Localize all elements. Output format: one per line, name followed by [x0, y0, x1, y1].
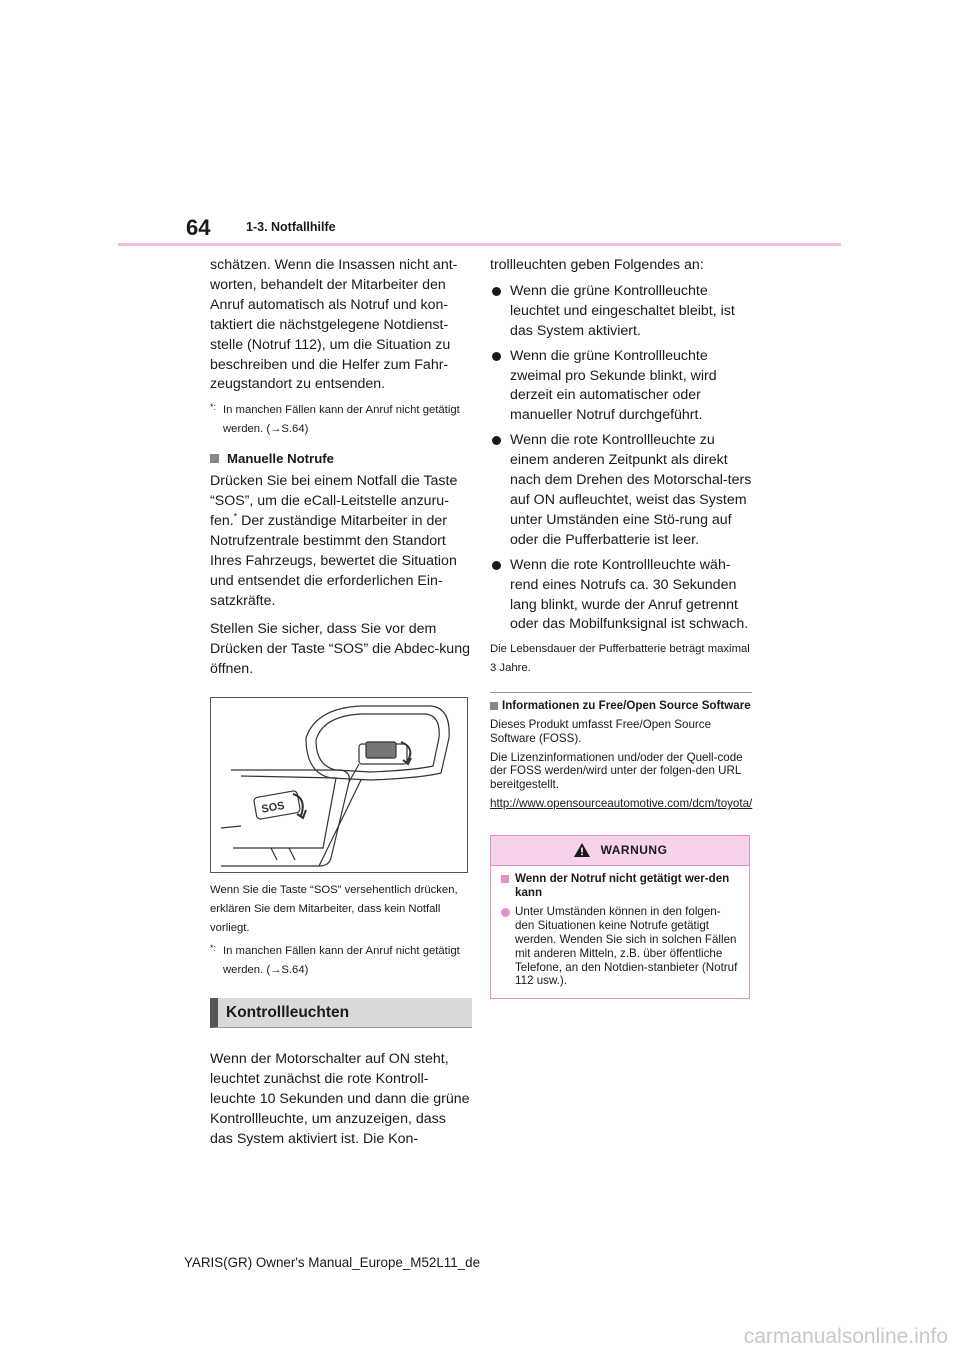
circle-bullet-icon — [501, 908, 510, 917]
square-bullet-icon — [501, 875, 509, 883]
paragraph-indicators: Wenn der Motorschalter auf ON steht, leuchtet zunächst die rote Kontroll-leuchte 10 Sekunden und dann die grüne Kontrollleuchte, um anzuzeigen, dass das System aktiviert ist. Die Kon- — [210, 1051, 470, 1148]
subheading-text: Manuelle Notrufe — [227, 451, 334, 467]
list-item — [490, 347, 752, 427]
list-item — [490, 556, 752, 636]
footer-text: YARIS(GR) Owner's Manual_Europe_M52L11_de — [183, 1255, 481, 1270]
left-column — [210, 256, 472, 1150]
info-paragraph: Die Lizenzinformationen und/oder der Quell-code der FOSS werden/wird unter der folgen-den URL bereitgestellt. — [490, 750, 743, 791]
footnote-text: In manchen Fällen kann der Anruf nicht getätigt werden. (→S.64) — [223, 945, 460, 977]
paragraph-cover: Stellen Sie sicher, dass Sie vor dem Drücken der Taste “SOS” die Abdec-kung öffnen. — [210, 620, 470, 677]
square-bullet-icon — [490, 702, 498, 710]
info-paragraph: Dieses Produkt umfasst Free/Open Source Software (FOSS). — [490, 718, 712, 745]
warning-subheading — [501, 872, 739, 900]
warning-box — [490, 835, 750, 999]
info-heading — [490, 699, 752, 713]
section-heading-indicators — [210, 998, 472, 1028]
list-item-text: Wenn die grüne Kontrollleuchte zweimal pro Sekunde blinkt, wird derzeit ein automatischer oder manueller Notruf durchgeführt. — [510, 347, 717, 424]
list-item — [490, 282, 752, 342]
page-number: 64 — [186, 215, 211, 240]
warning-item-text: Unter Umständen können in den folgen-den Situationen keine Notrufe getätigt werden. Wenden Sie sich in solchen Fällen mit anderen Mitteln, z.B. über öffentliche Telefone, an den Notdien-stanbieter (Notruf 112 usw.). — [515, 905, 738, 988]
paragraph-manual-part-b: Der zuständige Mitarbeiter in der Notrufzentrale bestimmt den Standort Ihres Fahrzeugs, bewertet die Situation und entsendet die erforderlichen Ein-satzkräfte. — [210, 513, 457, 609]
header-divider — [118, 243, 841, 246]
footnote-mark: *: — [210, 402, 217, 413]
page-footer — [0, 1255, 960, 1270]
subheading-manual-calls — [210, 451, 472, 466]
foss-url-link[interactable]: http://www.opensourceautomotive.com/dcm/toyota/ — [490, 797, 753, 811]
list-item-text: Wenn die rote Kontrollleuchte zu einem anderen Zeitpunkt als direkt nach dem Drehen des Motorschal-ters auf ON aufleuchtet, weist das System unter Umständen eine Stö-rung auf oder die Pufferbatterie ist leer. — [510, 432, 752, 548]
paragraph-indicator-intro: trollleuchten geben Folgendes an: — [490, 257, 704, 273]
warning-item — [501, 905, 739, 988]
sos-button-illustration — [210, 697, 468, 873]
bullet-dot-icon — [492, 287, 501, 296]
paragraph-manual-part-a: Drücken Sie bei einem Notfall die Taste “SOS”, um die eCall-Leitstelle anzuru-fen. — [210, 473, 458, 530]
sos-figure-label: SOS — [260, 800, 286, 817]
warning-title-bar — [491, 836, 749, 866]
footnote-mark: *: — [210, 943, 217, 954]
warning-subheading-text: Wenn der Notruf nicht getätigt wer-den kann — [515, 871, 730, 899]
section-heading-text: Kontrollleuchten — [226, 1003, 350, 1021]
square-bullet-icon — [210, 454, 219, 463]
info-divider — [490, 692, 752, 693]
bullet-dot-icon — [492, 436, 501, 445]
paragraph-intro: schätzen. Wenn die Insassen nicht ant-worten, behandelt der Mitarbeiter den Anruf automatisch als Notruf und kon-taktiert die nächstgelegene Notdienst-stelle (Notruf 112), um die Situation zu beschreiben und die Helfer zum Fahr-zeugstandort zu entsenden. — [210, 257, 458, 393]
watermark: carmanualsonline.info — [743, 1325, 948, 1348]
list-item — [490, 431, 752, 550]
info-heading-text: Informationen zu Free/Open Source Software — [502, 699, 751, 713]
list-item-text: Wenn die rote Kontrollleuchte wäh-rend eines Notrufs ca. 30 Sekunden lang blinkt, wurde der Anruf getrennt oder das Mobilfunksignal ist schwach. — [510, 556, 749, 633]
bullet-dot-icon — [492, 352, 501, 361]
battery-note: Die Lebensdauer der Pufferbatterie beträgt maximal 3 Jahre. — [490, 643, 750, 675]
warning-title: WARNUNG — [600, 843, 668, 858]
footnote — [210, 401, 472, 439]
section-label: 1-3. Notfallhilfe — [246, 220, 336, 234]
paragraph-manual — [210, 472, 472, 611]
right-column — [490, 256, 752, 999]
overhead-console-drawing — [211, 698, 467, 872]
footnote-ref: * — [233, 511, 238, 522]
footnote — [210, 942, 472, 980]
figure-caption: Wenn Sie die Taste “SOS” versehentlich drücken, erklären Sie dem Mitarbeiter, dass kein Notfall vorliegt. — [210, 884, 458, 935]
indicator-list — [490, 282, 752, 635]
page-header — [0, 0, 960, 250]
bullet-dot-icon — [492, 561, 501, 570]
warning-triangle-icon — [573, 842, 591, 858]
warning-body — [491, 866, 749, 998]
footnote-text: In manchen Fällen kann der Anruf nicht getätigt werden. (→S.64) — [223, 404, 460, 436]
list-item-text: Wenn die grüne Kontrollleuchte leuchtet und eingeschaltet bleibt, ist das System aktiviert. — [510, 282, 735, 339]
